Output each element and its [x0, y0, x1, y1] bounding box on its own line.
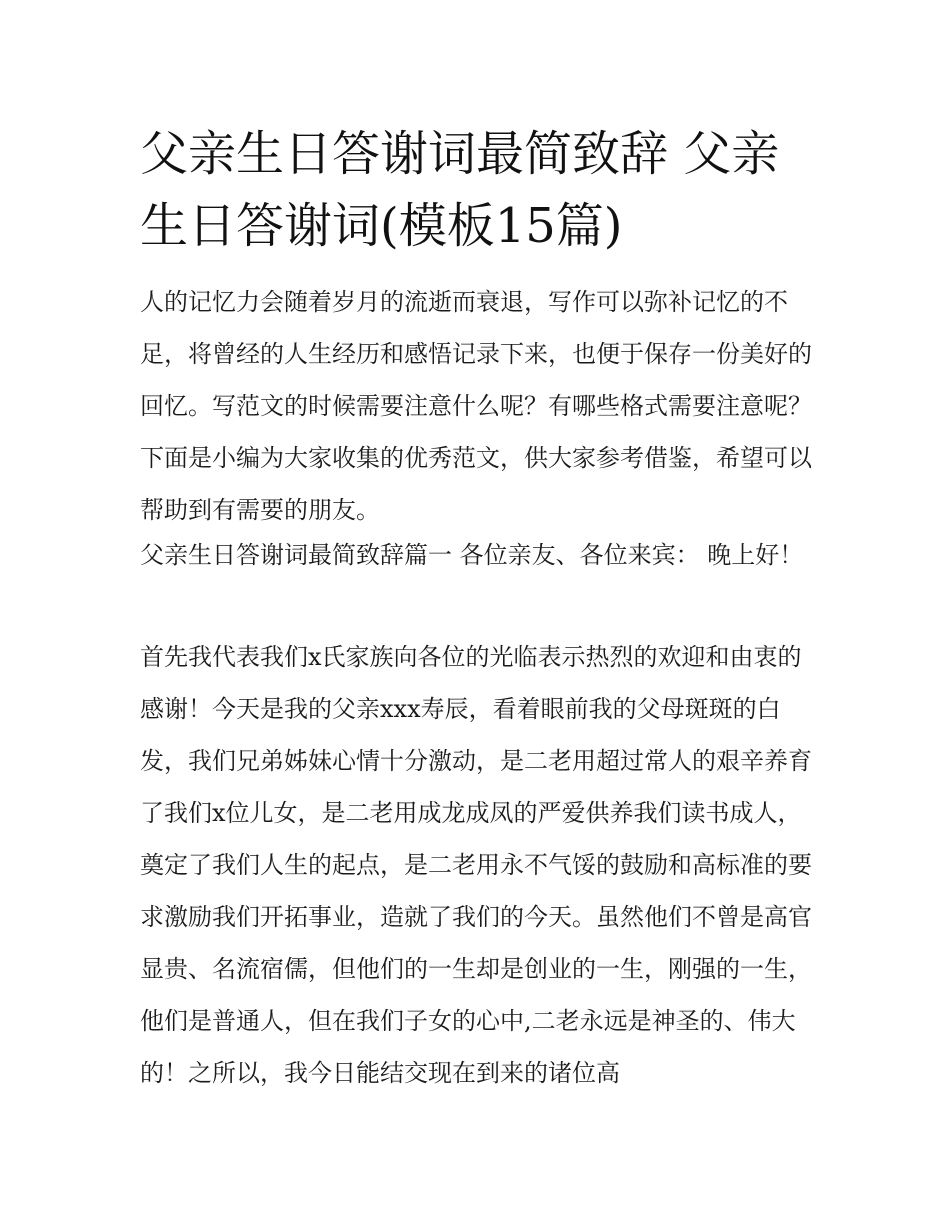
speech-heading-paragraph: 父亲生日答谢词最简致辞篇一 各位亲友、各位来宾： 晚上好！ [140, 541, 804, 569]
intro-paragraph: 人的记忆力会随着岁月的流逝而衰退，写作可以弥补记忆的不足，将曾经的人生经历和感悟记录下来，也便于保存一份美好的回忆。写范文的时候需要注意什么呢？有哪些格式需要注意呢？下面是小编为大家收集的优秀范文，供大家参考借鉴，希望可以帮助到有需要的朋友。 [140, 288, 812, 524]
speech-body-paragraph: 首先我代表我们x氏家族向各位的光临表示热烈的欢迎和由衷的感谢！今天是我的父亲xxx寿辰，看着眼前我的父母斑斑的白发，我们兄弟姊妹心情十分激动，是二老用超过常人的艰辛养育了我们x位儿女，是二老用成龙成凤的严爱供养我们读书成人，奠定了我们人生的起点，是二老用永不气馁的鼓励和高标准的要求激励我们开拓事业，造就了我们的今天。虽然他们不曾是高官显贵、名流宿儒，但他们的一生却是创业的一生，刚强的一生，他们是普通人，但在我们子女的心中,二老永远是神圣的、伟大的！之所以，我今日能结交现在到来的诸位高 [140, 643, 812, 1087]
document-title: 父亲生日答谢词最简致辞 父亲生日答谢词(模板15篇) [140, 126, 780, 254]
